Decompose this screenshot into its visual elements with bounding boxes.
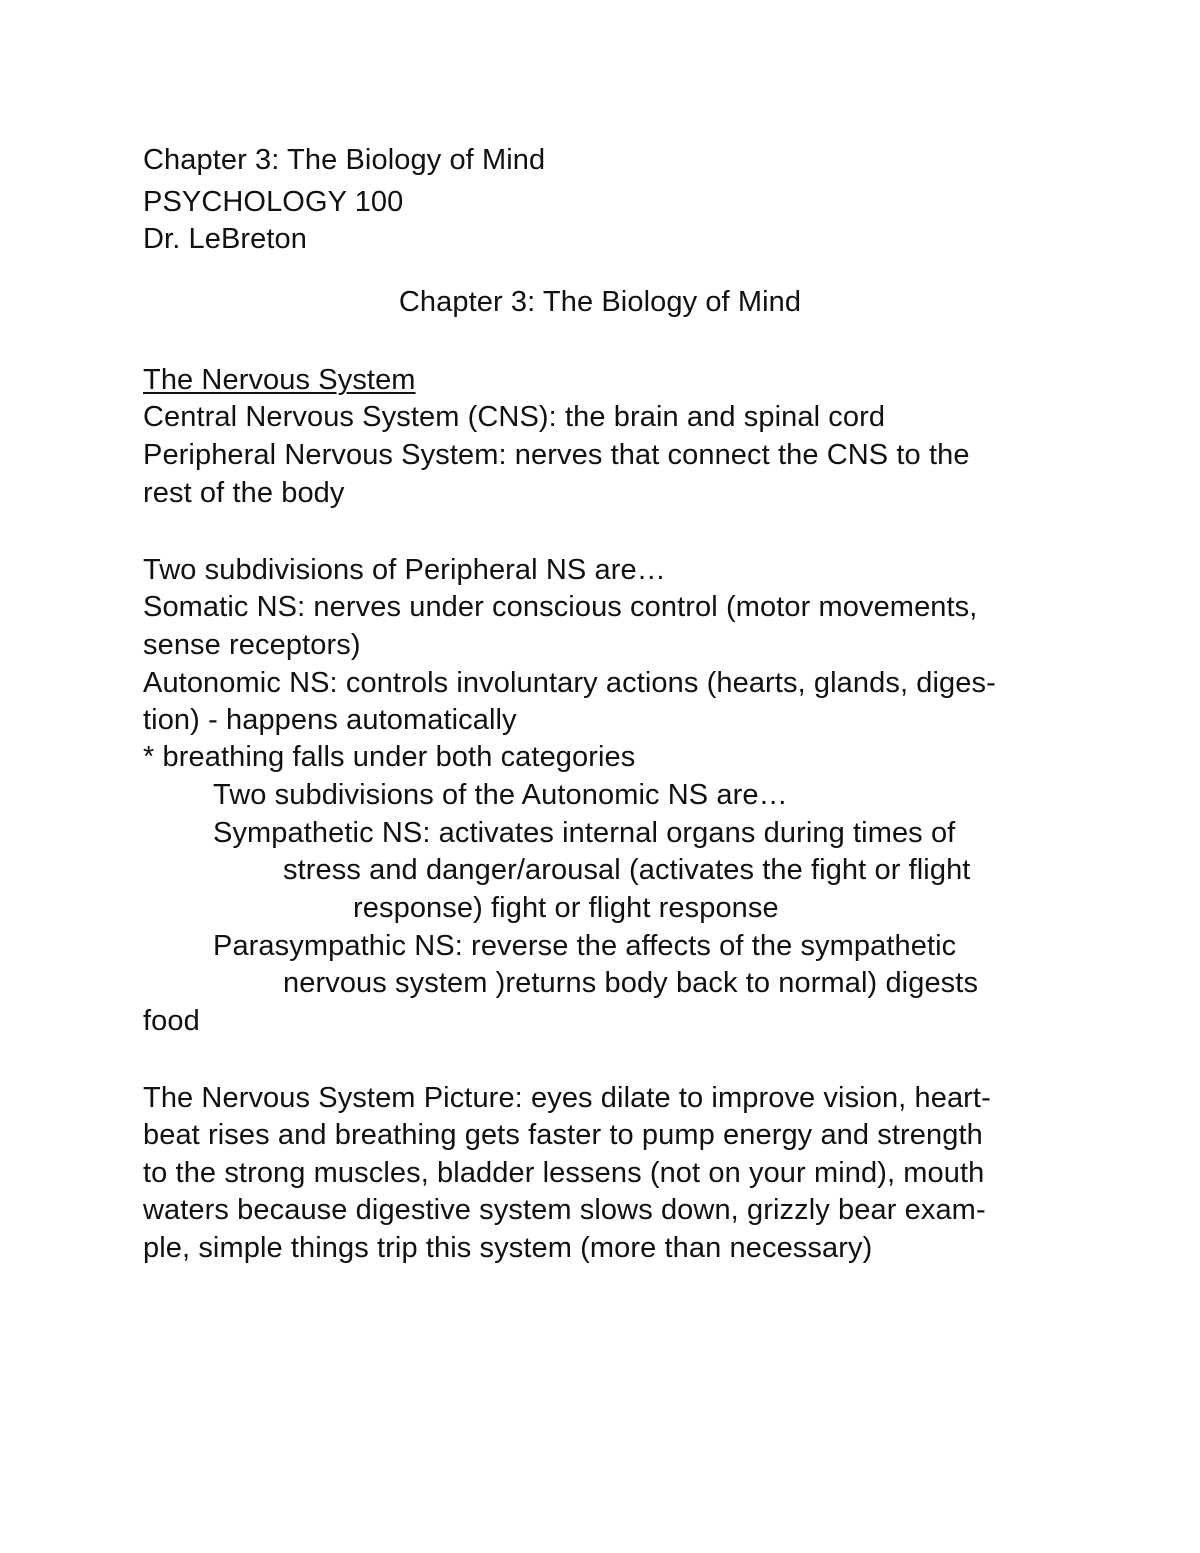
text-line: nervous system )returns body back to normal) digests (283, 967, 979, 999)
text-line: Sympathetic NS: activates internal organs during times of (213, 817, 956, 849)
text-line: food (143, 1005, 200, 1037)
doc-title: Chapter 3: The Biology of Mind (398, 286, 802, 318)
text-line: Peripheral Nervous System: nerves that connect the CNS to the (143, 439, 970, 471)
header-title: Chapter 3: The Biology of Mind (143, 144, 546, 176)
text-line: Somatic NS: nerves under conscious control (motor movements, (143, 591, 978, 623)
text-line: Two subdivisions of the Autonomic NS are… (213, 779, 788, 811)
header-course: PSYCHOLOGY 100 (143, 186, 404, 218)
section-heading-nervous-system: The Nervous System (143, 364, 416, 396)
text-line: The Nervous System Picture: eyes dilate to improve vision, heart- (143, 1082, 991, 1114)
bullet-note: * breathing falls under both categories (143, 741, 636, 773)
text-line: Two subdivisions of Peripheral NS are… (143, 554, 666, 586)
text-line: Parasympathic NS: reverse the affects of the sympathetic (213, 930, 957, 962)
text-line: stress and danger/arousal (activates the fight or flight (283, 854, 971, 886)
text-line: Autonomic NS: controls involuntary actions (hearts, glands, diges- (143, 667, 996, 699)
text-line: response) fight or flight response (353, 892, 779, 924)
text-line: waters because digestive system slows down, grizzly bear exam- (143, 1194, 986, 1226)
text-line: ple, simple things trip this system (more than necessary) (143, 1232, 873, 1264)
text-line: tion) - happens automatically (143, 704, 517, 736)
text-line: rest of the body (143, 477, 345, 509)
text-line: Central Nervous System (CNS): the brain and spinal cord (143, 401, 886, 433)
header-instructor: Dr. LeBreton (143, 223, 308, 255)
text-line: to the strong muscles, bladder lessens (not on your mind), mouth (143, 1157, 985, 1189)
text-line: sense receptors) (143, 629, 361, 661)
text-line: beat rises and breathing gets faster to pump energy and strength (143, 1119, 983, 1151)
